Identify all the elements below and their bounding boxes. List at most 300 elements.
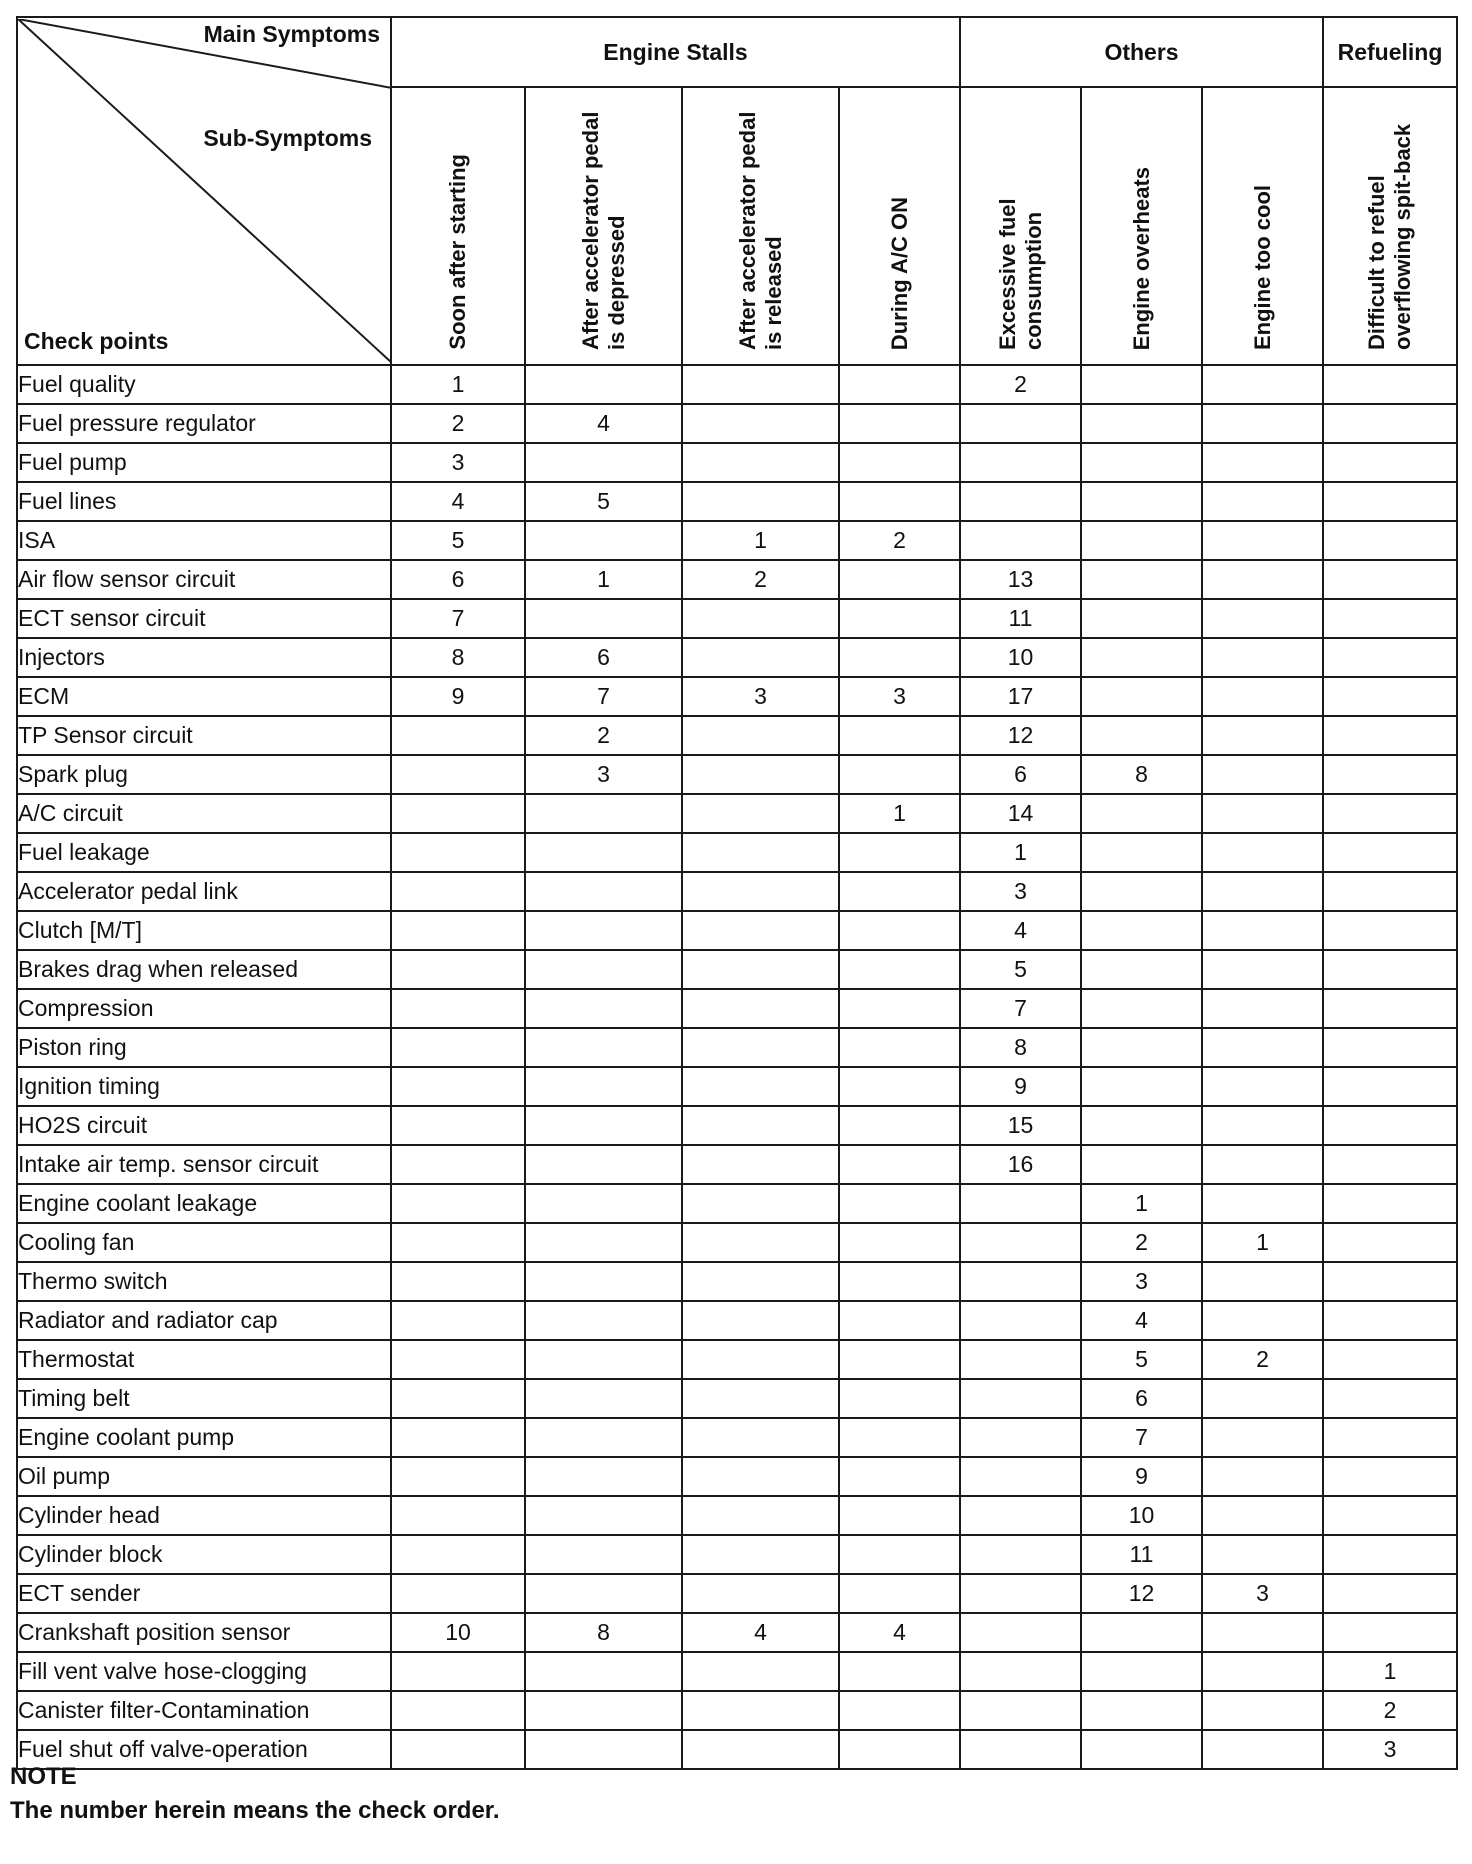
check-point-label: Fuel shut off valve-operation — [17, 1730, 391, 1769]
check-order-cell — [1202, 1457, 1323, 1496]
check-order-cell — [391, 1379, 525, 1418]
check-order-cell — [1081, 716, 1202, 755]
check-order-cell: 9 — [391, 677, 525, 716]
check-order-cell — [525, 794, 682, 833]
check-order-cell — [960, 1457, 1081, 1496]
check-order-cell — [1202, 404, 1323, 443]
check-point-label: Thermostat — [17, 1340, 391, 1379]
table-row — [17, 1184, 1457, 1223]
sub-symptom-header — [682, 87, 839, 365]
check-point-label: Fill vent valve hose-clogging — [17, 1652, 391, 1691]
check-order-cell — [525, 1106, 682, 1145]
check-order-cell: 12 — [960, 716, 1081, 755]
check-order-cell — [525, 443, 682, 482]
check-order-cell: 3 — [525, 755, 682, 794]
check-order-cell — [839, 365, 960, 404]
table-row — [17, 560, 1457, 599]
check-order-cell: 11 — [1081, 1535, 1202, 1574]
check-order-cell: 1 — [1202, 1223, 1323, 1262]
sub-symptom-header — [839, 87, 960, 365]
check-order-cell — [391, 794, 525, 833]
sub-symptom-header — [391, 87, 525, 365]
check-order-cell — [682, 443, 839, 482]
check-order-cell — [1202, 443, 1323, 482]
check-order-cell — [1323, 365, 1457, 404]
check-order-cell — [1202, 482, 1323, 521]
sub-symptom-header — [525, 87, 682, 365]
check-order-cell: 7 — [960, 989, 1081, 1028]
check-order-cell — [1081, 911, 1202, 950]
check-point-label: Air flow sensor circuit — [17, 560, 391, 599]
check-order-cell — [960, 1184, 1081, 1223]
sub-symptom-header — [960, 87, 1081, 365]
check-order-cell — [1202, 365, 1323, 404]
check-order-cell — [1323, 950, 1457, 989]
table-row — [17, 404, 1457, 443]
check-order-cell — [839, 1574, 960, 1613]
check-order-cell — [1202, 677, 1323, 716]
check-order-cell — [1323, 1301, 1457, 1340]
check-order-cell — [391, 911, 525, 950]
check-order-cell — [960, 1535, 1081, 1574]
check-order-cell — [682, 482, 839, 521]
table-row — [17, 1340, 1457, 1379]
check-order-cell — [525, 1535, 682, 1574]
check-point-label: ECT sender — [17, 1574, 391, 1613]
table-row — [17, 1418, 1457, 1457]
check-order-cell — [1081, 1028, 1202, 1067]
table-row — [17, 1301, 1457, 1340]
check-order-cell — [391, 950, 525, 989]
check-order-cell: 10 — [960, 638, 1081, 677]
check-order-cell — [682, 1457, 839, 1496]
check-order-cell — [1081, 677, 1202, 716]
check-order-cell — [839, 1106, 960, 1145]
check-order-cell — [1202, 638, 1323, 677]
check-order-cell — [682, 1379, 839, 1418]
check-point-label: Cylinder head — [17, 1496, 391, 1535]
check-order-cell — [1202, 1262, 1323, 1301]
check-order-cell — [682, 1691, 839, 1730]
check-order-cell: 2 — [682, 560, 839, 599]
table-row — [17, 716, 1457, 755]
check-order-cell — [525, 521, 682, 560]
check-order-cell — [839, 1223, 960, 1262]
check-order-cell — [1323, 638, 1457, 677]
main-symptoms-label: Main Symptoms — [203, 21, 380, 47]
check-point-label: Ignition timing — [17, 1067, 391, 1106]
check-point-label: TP Sensor circuit — [17, 716, 391, 755]
check-order-cell: 2 — [1202, 1340, 1323, 1379]
check-order-cell — [525, 1028, 682, 1067]
table-row — [17, 1535, 1457, 1574]
check-order-cell — [960, 1223, 1081, 1262]
check-order-cell: 7 — [391, 599, 525, 638]
check-order-cell — [1323, 1535, 1457, 1574]
check-point-label: Crankshaft position sensor — [17, 1613, 391, 1652]
sub-symptom-label: Excessive fuel consumption — [994, 198, 1046, 350]
check-order-cell — [1081, 872, 1202, 911]
check-order-cell — [682, 365, 839, 404]
check-order-cell: 14 — [960, 794, 1081, 833]
check-point-label: Fuel pressure regulator — [17, 404, 391, 443]
table-row — [17, 755, 1457, 794]
check-order-cell — [391, 755, 525, 794]
check-order-cell: 3 — [682, 677, 839, 716]
check-point-label: Piston ring — [17, 1028, 391, 1067]
check-order-cell — [1081, 1613, 1202, 1652]
table-row — [17, 950, 1457, 989]
check-order-cell — [391, 1262, 525, 1301]
check-order-cell — [839, 1730, 960, 1769]
check-order-cell — [525, 1730, 682, 1769]
check-order-cell: 3 — [1202, 1574, 1323, 1613]
check-order-cell — [1202, 599, 1323, 638]
check-order-cell: 4 — [682, 1613, 839, 1652]
check-order-cell — [682, 1067, 839, 1106]
check-order-cell — [839, 911, 960, 950]
check-order-cell — [1323, 1457, 1457, 1496]
check-order-cell — [1202, 1535, 1323, 1574]
check-order-cell — [839, 1145, 960, 1184]
sub-symptom-header — [1081, 87, 1202, 365]
check-order-cell — [1323, 482, 1457, 521]
check-order-cell: 6 — [960, 755, 1081, 794]
check-order-cell: 1 — [960, 833, 1081, 872]
check-order-cell — [1202, 1028, 1323, 1067]
check-order-cell — [682, 911, 839, 950]
check-order-cell — [525, 1457, 682, 1496]
check-order-cell — [1081, 365, 1202, 404]
check-order-cell — [960, 1496, 1081, 1535]
check-order-cell — [839, 872, 960, 911]
check-order-cell: 4 — [839, 1613, 960, 1652]
check-order-cell — [839, 1457, 960, 1496]
check-order-cell — [839, 755, 960, 794]
check-order-cell — [1202, 1691, 1323, 1730]
check-order-cell — [1323, 1028, 1457, 1067]
check-order-cell: 15 — [960, 1106, 1081, 1145]
check-order-cell: 7 — [525, 677, 682, 716]
table-row — [17, 1613, 1457, 1652]
check-order-cell — [1081, 1067, 1202, 1106]
check-order-cell — [682, 1301, 839, 1340]
check-order-cell: 3 — [839, 677, 960, 716]
check-order-cell — [1323, 755, 1457, 794]
check-point-label: A/C circuit — [17, 794, 391, 833]
diagnosis-table — [16, 16, 1458, 1770]
check-order-cell — [960, 1262, 1081, 1301]
sub-symptoms-label: Sub-Symptoms — [203, 125, 372, 151]
check-point-label: Intake air temp. sensor circuit — [17, 1145, 391, 1184]
check-order-cell — [1202, 989, 1323, 1028]
check-order-cell: 6 — [1081, 1379, 1202, 1418]
check-order-cell — [682, 1262, 839, 1301]
table-row — [17, 677, 1457, 716]
check-order-cell — [1202, 833, 1323, 872]
check-order-cell — [1323, 1145, 1457, 1184]
table-row — [17, 872, 1457, 911]
check-order-cell: 2 — [1081, 1223, 1202, 1262]
check-point-label: HO2S circuit — [17, 1106, 391, 1145]
check-point-label: Fuel quality — [17, 365, 391, 404]
check-order-cell: 16 — [960, 1145, 1081, 1184]
table-row — [17, 599, 1457, 638]
check-order-cell — [682, 716, 839, 755]
check-order-cell — [525, 1652, 682, 1691]
check-order-cell: 8 — [1081, 755, 1202, 794]
check-order-cell — [839, 1340, 960, 1379]
check-point-label: Engine coolant leakage — [17, 1184, 391, 1223]
check-order-cell — [1081, 1691, 1202, 1730]
check-order-cell — [682, 1028, 839, 1067]
check-order-cell — [682, 872, 839, 911]
check-order-cell — [525, 911, 682, 950]
check-order-cell: 6 — [391, 560, 525, 599]
table-row — [17, 1067, 1457, 1106]
check-order-cell — [1202, 755, 1323, 794]
check-order-cell — [391, 1535, 525, 1574]
check-order-cell: 5 — [1081, 1340, 1202, 1379]
check-order-cell: 5 — [391, 521, 525, 560]
check-order-cell — [525, 1067, 682, 1106]
check-order-cell — [839, 1301, 960, 1340]
check-point-label: ECT sensor circuit — [17, 599, 391, 638]
check-order-cell — [839, 443, 960, 482]
check-order-cell — [525, 950, 682, 989]
table-row — [17, 1223, 1457, 1262]
table-row — [17, 1652, 1457, 1691]
check-order-cell: 2 — [391, 404, 525, 443]
check-order-cell: 4 — [1081, 1301, 1202, 1340]
note-text: The number herein means the check order. — [10, 1797, 500, 1824]
check-order-cell — [839, 560, 960, 599]
check-order-cell: 3 — [960, 872, 1081, 911]
check-order-cell — [1202, 950, 1323, 989]
check-order-cell — [1202, 1145, 1323, 1184]
check-order-cell — [391, 1652, 525, 1691]
check-order-cell — [1081, 404, 1202, 443]
table-row — [17, 365, 1457, 404]
check-order-cell — [391, 989, 525, 1028]
check-order-cell — [1202, 1496, 1323, 1535]
check-order-cell — [1323, 1340, 1457, 1379]
check-order-cell — [960, 1301, 1081, 1340]
table-row — [17, 989, 1457, 1028]
check-order-cell — [525, 1379, 682, 1418]
check-order-cell — [1323, 599, 1457, 638]
check-order-cell: 2 — [960, 365, 1081, 404]
table-row — [17, 1457, 1457, 1496]
check-order-cell — [839, 989, 960, 1028]
group-others: Others — [960, 17, 1323, 87]
check-points-label: Check points — [24, 328, 169, 354]
check-order-cell — [525, 599, 682, 638]
check-order-cell — [391, 833, 525, 872]
check-order-cell — [839, 404, 960, 443]
check-order-cell: 11 — [960, 599, 1081, 638]
check-order-cell: 2 — [525, 716, 682, 755]
check-order-cell — [1323, 560, 1457, 599]
check-point-label: ECM — [17, 677, 391, 716]
check-order-cell — [682, 950, 839, 989]
check-order-cell — [682, 1145, 839, 1184]
table-row — [17, 911, 1457, 950]
check-point-label: Fuel leakage — [17, 833, 391, 872]
check-order-cell — [1202, 1106, 1323, 1145]
check-order-cell — [391, 872, 525, 911]
check-order-cell — [525, 1496, 682, 1535]
check-order-cell — [682, 638, 839, 677]
check-order-cell — [1323, 1223, 1457, 1262]
check-order-cell — [1323, 677, 1457, 716]
check-order-cell — [391, 1106, 525, 1145]
check-order-cell — [1323, 989, 1457, 1028]
check-order-cell: 4 — [391, 482, 525, 521]
check-order-cell — [391, 1067, 525, 1106]
check-order-cell — [525, 1418, 682, 1457]
check-order-cell — [1081, 833, 1202, 872]
sub-symptom-header — [1323, 87, 1457, 365]
check-order-cell — [525, 872, 682, 911]
header-corner — [17, 17, 391, 365]
check-order-cell: 2 — [1323, 1691, 1457, 1730]
sub-symptom-header — [1202, 87, 1323, 365]
check-order-cell — [839, 1262, 960, 1301]
check-order-cell — [1323, 1262, 1457, 1301]
check-order-cell: 3 — [391, 443, 525, 482]
check-order-cell — [391, 1028, 525, 1067]
check-order-cell — [1081, 599, 1202, 638]
check-order-cell — [1202, 1184, 1323, 1223]
check-order-cell — [839, 482, 960, 521]
check-order-cell — [391, 1145, 525, 1184]
check-order-cell: 3 — [1323, 1730, 1457, 1769]
check-order-cell — [1081, 1730, 1202, 1769]
check-order-cell — [525, 365, 682, 404]
check-order-cell: 8 — [960, 1028, 1081, 1067]
check-order-cell — [960, 1730, 1081, 1769]
table-row — [17, 521, 1457, 560]
check-order-cell — [391, 1223, 525, 1262]
check-order-cell: 1 — [525, 560, 682, 599]
table-row — [17, 1028, 1457, 1067]
check-order-cell — [839, 1535, 960, 1574]
check-point-label: Accelerator pedal link — [17, 872, 391, 911]
check-order-cell — [839, 599, 960, 638]
check-order-cell: 2 — [839, 521, 960, 560]
check-order-cell — [1202, 1730, 1323, 1769]
check-order-cell — [1081, 989, 1202, 1028]
check-order-cell — [1081, 482, 1202, 521]
check-order-cell — [525, 1223, 682, 1262]
check-order-cell — [525, 1262, 682, 1301]
check-order-cell — [960, 443, 1081, 482]
check-order-cell — [1323, 872, 1457, 911]
check-order-cell — [682, 755, 839, 794]
check-order-cell — [1323, 1379, 1457, 1418]
check-order-cell — [1323, 1496, 1457, 1535]
table-row — [17, 1691, 1457, 1730]
check-point-label: Canister filter-Contamination — [17, 1691, 391, 1730]
check-order-cell: 4 — [960, 911, 1081, 950]
check-order-cell — [839, 638, 960, 677]
table-row — [17, 794, 1457, 833]
check-order-cell — [682, 989, 839, 1028]
table-row — [17, 1262, 1457, 1301]
check-order-cell — [682, 1223, 839, 1262]
check-order-cell — [1202, 1301, 1323, 1340]
check-order-cell — [1323, 1067, 1457, 1106]
check-order-cell — [525, 989, 682, 1028]
check-order-cell — [1323, 521, 1457, 560]
check-order-cell — [839, 1652, 960, 1691]
check-order-cell — [1202, 1418, 1323, 1457]
check-order-cell: 8 — [391, 638, 525, 677]
check-order-cell: 8 — [525, 1613, 682, 1652]
check-order-cell — [1202, 1613, 1323, 1652]
check-point-label: Radiator and radiator cap — [17, 1301, 391, 1340]
check-order-cell — [525, 1691, 682, 1730]
check-order-cell — [1202, 716, 1323, 755]
check-order-cell: 6 — [525, 638, 682, 677]
check-point-label: Fuel lines — [17, 482, 391, 521]
check-order-cell — [960, 482, 1081, 521]
check-order-cell — [960, 1652, 1081, 1691]
check-order-cell — [682, 404, 839, 443]
check-order-cell — [1202, 1067, 1323, 1106]
check-order-cell: 9 — [1081, 1457, 1202, 1496]
check-order-cell — [525, 1301, 682, 1340]
check-order-cell — [1081, 1145, 1202, 1184]
check-order-cell — [682, 1106, 839, 1145]
check-order-cell — [1202, 560, 1323, 599]
check-order-cell — [525, 1340, 682, 1379]
check-order-cell — [1323, 1574, 1457, 1613]
check-order-cell — [1081, 950, 1202, 989]
sub-symptom-label: Engine too cool — [1249, 185, 1275, 350]
check-order-cell — [1081, 1106, 1202, 1145]
table-row — [17, 1145, 1457, 1184]
check-order-cell — [525, 833, 682, 872]
check-order-cell — [1081, 1652, 1202, 1691]
check-point-label: Brakes drag when released — [17, 950, 391, 989]
check-order-cell — [1323, 404, 1457, 443]
check-order-cell — [391, 1691, 525, 1730]
check-order-cell — [682, 1730, 839, 1769]
check-order-cell — [682, 1574, 839, 1613]
check-order-cell: 7 — [1081, 1418, 1202, 1457]
check-order-cell: 3 — [1081, 1262, 1202, 1301]
check-order-cell — [960, 1574, 1081, 1613]
check-order-cell — [682, 1418, 839, 1457]
check-order-cell — [391, 1418, 525, 1457]
check-order-cell: 12 — [1081, 1574, 1202, 1613]
check-order-cell: 17 — [960, 677, 1081, 716]
check-order-cell — [1081, 794, 1202, 833]
check-order-cell — [839, 1496, 960, 1535]
check-order-cell — [682, 833, 839, 872]
check-order-cell — [682, 1340, 839, 1379]
sub-symptom-label: After accelerator pedal is released — [734, 111, 786, 350]
check-order-cell — [682, 1496, 839, 1535]
note — [10, 1760, 500, 1828]
check-order-cell — [839, 1028, 960, 1067]
check-order-cell — [839, 1067, 960, 1106]
check-order-cell: 13 — [960, 560, 1081, 599]
table-row — [17, 1574, 1457, 1613]
check-order-cell — [839, 716, 960, 755]
